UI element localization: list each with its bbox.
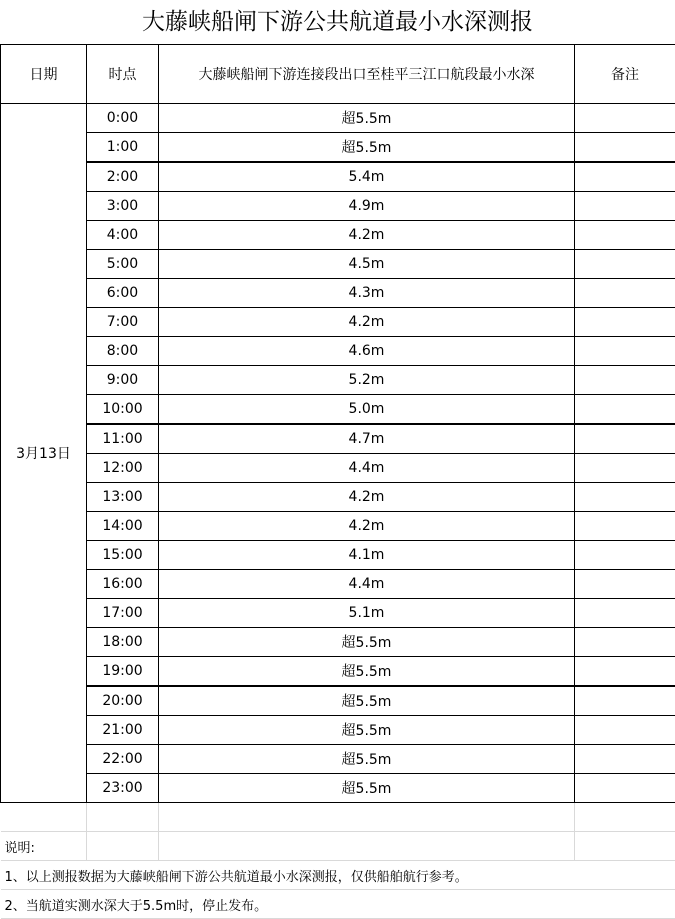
depth-cell: 4.2m	[159, 221, 575, 250]
depth-cell: 超5.5m	[159, 686, 575, 716]
depth-cell: 超5.5m	[159, 716, 575, 745]
remark-cell	[575, 279, 675, 308]
depth-cell: 4.2m	[159, 512, 575, 541]
depth-report-sheet	[0, 44, 675, 919]
remark-cell	[575, 250, 675, 279]
table-row	[1, 279, 675, 308]
time-cell: 5:00	[87, 250, 159, 279]
remark-cell	[575, 308, 675, 337]
table-row	[1, 104, 675, 133]
remark-cell	[575, 424, 675, 454]
depth-cell: 4.9m	[159, 192, 575, 221]
depth-cell: 4.5m	[159, 250, 575, 279]
header-time: 时点	[87, 45, 159, 104]
depth-cell: 超5.5m	[159, 657, 575, 687]
remark-cell	[575, 599, 675, 628]
time-cell: 12:00	[87, 454, 159, 483]
depth-cell: 4.4m	[159, 570, 575, 599]
note-item: 2、当航道实测水深大于5.5m时，停止发布。	[1, 890, 675, 919]
depth-cell: 4.3m	[159, 279, 575, 308]
depth-cell: 4.4m	[159, 454, 575, 483]
depth-cell: 超5.5m	[159, 745, 575, 774]
time-cell: 15:00	[87, 541, 159, 570]
table-row	[1, 686, 675, 716]
time-cell: 20:00	[87, 686, 159, 716]
table-row	[1, 774, 675, 803]
table-row	[1, 366, 675, 395]
header-date: 日期	[1, 45, 87, 104]
time-cell: 0:00	[87, 104, 159, 133]
report-title: 大藤峡船闸下游公共航道最小水深测报	[0, 0, 675, 44]
time-cell: 13:00	[87, 483, 159, 512]
time-cell: 21:00	[87, 716, 159, 745]
depth-cell: 4.2m	[159, 308, 575, 337]
notes-label: 说明:	[1, 832, 87, 861]
table-row	[1, 192, 675, 221]
depth-cell: 超5.5m	[159, 628, 575, 657]
time-cell: 4:00	[87, 221, 159, 250]
depth-cell: 超5.5m	[159, 104, 575, 133]
remark-cell	[575, 221, 675, 250]
depth-cell: 4.2m	[159, 483, 575, 512]
blank-row	[1, 803, 675, 832]
table-row	[1, 337, 675, 366]
time-cell: 16:00	[87, 570, 159, 599]
depth-cell: 超5.5m	[159, 774, 575, 803]
remark-cell	[575, 541, 675, 570]
depth-cell: 5.4m	[159, 162, 575, 192]
table-row	[1, 454, 675, 483]
remark-cell	[575, 454, 675, 483]
remark-cell	[575, 512, 675, 541]
time-cell: 18:00	[87, 628, 159, 657]
time-cell: 1:00	[87, 133, 159, 163]
remark-cell	[575, 483, 675, 512]
table-row	[1, 424, 675, 454]
depth-cell: 5.2m	[159, 366, 575, 395]
table-row	[1, 657, 675, 687]
blank-cell	[87, 832, 159, 861]
remark-cell	[575, 395, 675, 425]
depth-cell: 4.1m	[159, 541, 575, 570]
remark-cell	[575, 162, 675, 192]
note-item: 1、以上测报数据为大藤峡船闸下游公共航道最小水深测报，仅供船舶航行参考。	[1, 861, 675, 890]
header-row	[1, 45, 675, 104]
table-row	[1, 221, 675, 250]
time-cell: 14:00	[87, 512, 159, 541]
remark-cell	[575, 133, 675, 163]
depth-cell: 5.0m	[159, 395, 575, 425]
time-cell: 7:00	[87, 308, 159, 337]
table-row	[1, 745, 675, 774]
time-cell: 11:00	[87, 424, 159, 454]
table-row	[1, 308, 675, 337]
time-cell: 22:00	[87, 745, 159, 774]
table-row	[1, 483, 675, 512]
remark-cell	[575, 628, 675, 657]
time-cell: 2:00	[87, 162, 159, 192]
notes-row	[1, 890, 675, 919]
time-cell: 8:00	[87, 337, 159, 366]
time-cell: 6:00	[87, 279, 159, 308]
remark-cell	[575, 716, 675, 745]
depth-cell: 超5.5m	[159, 133, 575, 163]
table-row	[1, 250, 675, 279]
remark-cell	[575, 686, 675, 716]
blank-cell	[159, 803, 575, 832]
notes-row	[1, 861, 675, 890]
time-cell: 19:00	[87, 657, 159, 687]
time-cell: 23:00	[87, 774, 159, 803]
blank-cell	[1, 803, 87, 832]
remark-cell	[575, 104, 675, 133]
table-row	[1, 541, 675, 570]
remark-cell	[575, 774, 675, 803]
time-cell: 9:00	[87, 366, 159, 395]
depth-cell: 5.1m	[159, 599, 575, 628]
table-row	[1, 512, 675, 541]
blank-cell	[575, 803, 675, 832]
table-row	[1, 133, 675, 163]
depth-cell: 4.7m	[159, 424, 575, 454]
notes-label-row	[1, 832, 675, 861]
remark-cell	[575, 192, 675, 221]
depth-cell: 4.6m	[159, 337, 575, 366]
table-row	[1, 162, 675, 192]
table-row	[1, 395, 675, 425]
header-remark: 备注	[575, 45, 675, 104]
table-row	[1, 570, 675, 599]
depth-table	[0, 44, 675, 919]
remark-cell	[575, 366, 675, 395]
date-cell: 3月13日	[1, 104, 87, 803]
time-cell: 10:00	[87, 395, 159, 425]
header-depth: 大藤峡船闸下游连接段出口至桂平三江口航段最小水深	[159, 45, 575, 104]
remark-cell	[575, 570, 675, 599]
time-cell: 3:00	[87, 192, 159, 221]
time-cell: 17:00	[87, 599, 159, 628]
table-row	[1, 599, 675, 628]
remark-cell	[575, 657, 675, 687]
remark-cell	[575, 745, 675, 774]
blank-cell	[87, 803, 159, 832]
table-row	[1, 716, 675, 745]
remark-cell	[575, 337, 675, 366]
blank-cell	[159, 832, 575, 861]
table-row	[1, 628, 675, 657]
blank-cell	[575, 832, 675, 861]
